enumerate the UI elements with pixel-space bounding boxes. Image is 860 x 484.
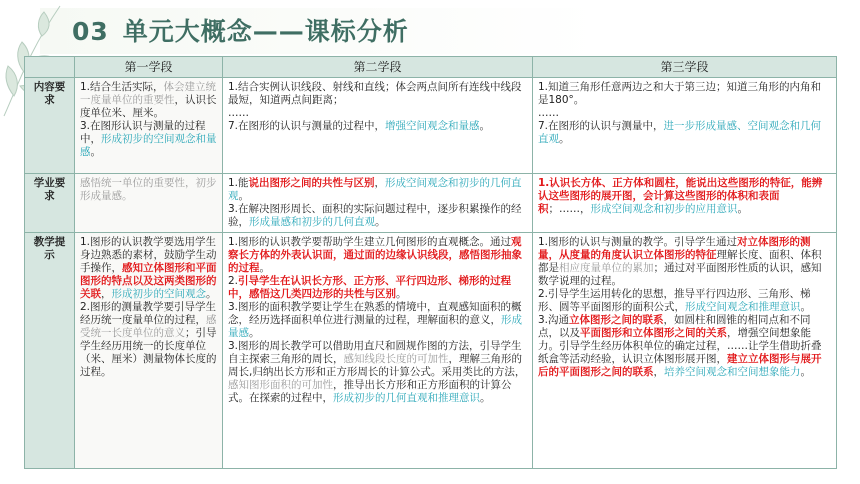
text-segment: 感知图形面积的可加性 [228, 379, 333, 391]
text-segment: 2.图形的测量教学要引导学生经历统一度量单位的过程， [80, 301, 217, 326]
table-cell [533, 233, 837, 469]
text-segment: 。 [559, 133, 570, 145]
text-segment: 3.图形的面积教学要让学生在熟悉的情境中，直观感知面积的概念，经历选择面积单位进行测量的过程，理解面积的意义， [228, 301, 522, 326]
text-segment: 增强空间观念和量感 [385, 120, 480, 132]
text-segment: 相应度量单位的累加 [559, 262, 654, 274]
text-segment: 进一步形成量感、空间观念和几何直观 [538, 120, 822, 145]
cell-paragraph [228, 107, 527, 120]
text-segment: 感受统一长度单位的意义 [80, 314, 217, 339]
text-segment: 说出图形之间的共性与区别 [248, 177, 375, 189]
text-segment: 形成空间观念和推理意识 [685, 301, 801, 313]
text-segment: ， [374, 177, 386, 189]
text-segment: 感知立体图形和平面图形的特点以及这两类图形的关联 [80, 262, 217, 300]
text-segment: 建立立体图形与展开后的平面图形之间的联系 [538, 353, 822, 378]
text-segment: 形成初步的空间观念 [111, 288, 206, 300]
table-cell [75, 174, 223, 233]
cell-paragraph [538, 236, 831, 288]
text-segment: 1.图形的认识教学要帮助学生建立几何图形的直观概念。通过 [228, 236, 512, 248]
text-segment: 。 [800, 366, 811, 378]
cell-paragraph [228, 203, 527, 229]
text-segment: 形成量感 [228, 314, 522, 339]
text-segment: 。 [479, 120, 491, 132]
text-segment: ，增强空间想象能力。引导学生经历体积单位的确定过程，……让学生借助折叠纸盒等活动经验，认识立体图形展开图， [538, 327, 822, 365]
table-cell [223, 174, 533, 233]
text-segment: 。 [800, 301, 811, 313]
text-segment: 感知线段长度的可加性 [343, 353, 449, 365]
text-segment: 1.图形的认识与测量的教学。引导学生通过 [538, 236, 738, 248]
text-segment: ；引导学生经历用统一的长度单位（米、厘米）测量物体长度的过程。 [80, 327, 217, 378]
text-segment: 。 [259, 262, 270, 274]
text-segment: 3.沟通 [538, 314, 570, 326]
text-segment: 7.在图形的认识与测量的过程中， [228, 120, 386, 132]
text-segment: …… [228, 107, 249, 119]
curriculum-table [24, 56, 837, 469]
cell-paragraph [80, 81, 217, 120]
text-segment: 。 [249, 327, 260, 339]
text-segment: ，如圆柱和圆锥的相同点和不同点，以及 [538, 314, 811, 339]
table-cell [533, 174, 837, 233]
text-segment: 7.在图形的认识与测量中， [538, 120, 664, 132]
cell-paragraph [538, 288, 831, 314]
text-segment: 理解长度、面积、体积都是 [538, 249, 822, 274]
row-header: 教学提示 [25, 233, 75, 469]
text-segment: 感悟统一单位的重要性，初步形成量感。 [80, 177, 217, 202]
text-segment: 2. [228, 275, 239, 287]
cell-paragraph [538, 81, 831, 107]
table-row [25, 78, 837, 174]
row-header: 内容要求 [25, 78, 75, 174]
table-cell [223, 233, 533, 469]
text-segment: 1.结合生活实际， [80, 81, 164, 93]
cell-paragraph [80, 177, 217, 203]
table-header-row [25, 57, 837, 78]
text-segment: 1.结合实例认识线段、射线和直线；体会两点间所有连线中线段最短，知道两点间距离； [228, 81, 522, 106]
text-segment: 体会建立统一度量单位的重要性 [80, 81, 217, 106]
section-title: 单元大概念——课标分析 [122, 17, 409, 46]
cell-paragraph [538, 177, 831, 216]
page-title [72, 12, 409, 48]
row-header: 学业要求 [25, 174, 75, 233]
text-segment: 1.认识长方体、正方体和圆柱，能说出这些图形的特征，能辨认这些图形的展开图，会计算这些图形的体积和表面积 [538, 177, 823, 215]
text-segment: 培养空间观念和空间想象能力 [664, 366, 801, 378]
text-segment: 。 [90, 146, 101, 158]
cell-paragraph [228, 120, 527, 133]
text-segment: 观察长方体的外表认识面，通过面的边缘认识线段，感悟图形抽象的过程 [228, 236, 522, 274]
cell-paragraph [538, 107, 831, 120]
text-segment: 对立体图形的测量，从度量的角度认识立体图形的特征 [538, 236, 811, 261]
text-segment: ， [653, 366, 664, 378]
cell-paragraph [80, 236, 217, 301]
cell-paragraph [228, 236, 527, 275]
text-segment: ，认识长度单位米、厘米。 [80, 94, 217, 119]
cell-paragraph [228, 301, 527, 340]
text-segment: ，理解三角形的周长,归纳出长方形和正方形周长的计算公式。采用类比的方法， [228, 353, 526, 378]
text-segment: 3.图形的周长教学可以借助用直尺和圆规作图的方法，引导学生自主探索三角形的周长， [228, 340, 522, 365]
table-cell [533, 78, 837, 174]
cell-paragraph [228, 340, 527, 405]
table-cell [75, 233, 223, 469]
text-segment: 形成初步的空间观念和量感 [80, 133, 217, 158]
text-segment: 。 [737, 203, 748, 215]
column-header: 第一学段 [75, 57, 223, 78]
column-header: 第二学段 [223, 57, 533, 78]
text-segment: 形成空间观念和初步的几何直观 [228, 177, 522, 202]
cell-paragraph [80, 301, 217, 379]
text-segment: 引导学生在认识长方形、正方形、平行四边形、梯形的过程中，感悟这几类四边形的共性与区别 [228, 275, 512, 300]
corner-cell [25, 57, 75, 78]
section-number: 03 [72, 17, 109, 46]
text-segment: 立体图形之间的联系 [569, 314, 664, 326]
text-segment: 。 [238, 190, 249, 202]
cell-paragraph [538, 120, 831, 146]
text-segment: …… [538, 107, 559, 119]
text-segment: ；通过对平面图形性质的认识，感知数学说理的过程。 [538, 262, 822, 287]
text-segment: 。 [206, 288, 217, 300]
text-segment: 3.在解决图形周长、面积的实际问题过程中，逐步积累操作的经验， [228, 203, 522, 228]
table-row [25, 174, 837, 233]
text-segment: ， [101, 288, 112, 300]
text-segment: 形成空间观念和初步的应用意识 [590, 203, 738, 215]
text-segment: 1.知道三角形任意两边之和大于第三边；知道三角形的内角和是180°。 [538, 81, 822, 106]
text-segment: 。 [480, 392, 491, 404]
table-row [25, 233, 837, 469]
cell-paragraph [228, 275, 527, 301]
text-segment: ；……， [548, 203, 591, 215]
table-cell [223, 78, 533, 174]
cell-paragraph [228, 177, 527, 203]
text-segment: 平面图形和立体图形之间的关系 [580, 327, 727, 339]
column-header: 第三学段 [533, 57, 837, 78]
cell-paragraph [228, 81, 527, 107]
table-cell [75, 78, 223, 174]
text-segment: 1.能 [228, 177, 249, 189]
text-segment: 3.在图形认识与测量的过程中， [80, 120, 206, 145]
text-segment: 2.引导学生运用转化的思想，推导平行四边形、三角形、梯形、圆等平面图形的面积公式， [538, 288, 811, 313]
cell-paragraph [538, 314, 831, 379]
text-segment: 形成初步的几何直观和推理意识 [333, 392, 480, 404]
text-segment: 。 [396, 288, 407, 300]
text-segment: 1.图形的认识教学要选用学生身边熟悉的素材，鼓励学生动手操作， [80, 236, 217, 274]
text-segment: 形成量感和初步的几何直观 [249, 216, 375, 228]
cell-paragraph [80, 120, 217, 159]
text-segment: 。 [375, 216, 386, 228]
text-segment: ，推导出长方形和正方形面积的计算公式。在探索的过程中， [228, 379, 512, 404]
